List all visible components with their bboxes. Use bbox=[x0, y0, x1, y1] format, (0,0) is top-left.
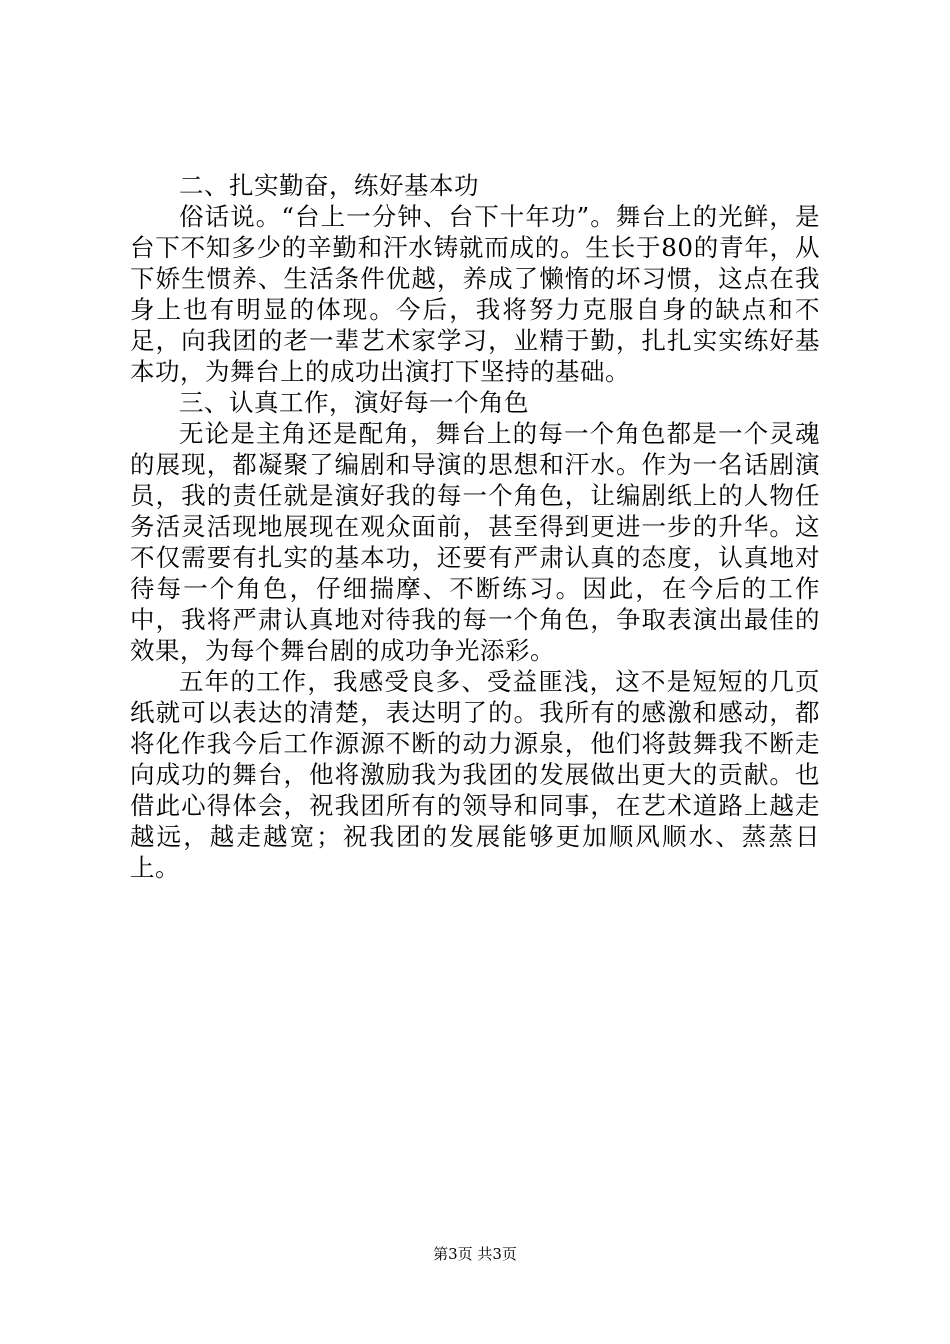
page-number: 第3页 共3页 bbox=[433, 1245, 517, 1263]
section-heading-2: 二、扎实勤奋，练好基本功 bbox=[179, 171, 479, 200]
document-body bbox=[130, 170, 820, 883]
section-heading-3: 三、认真工作，演好每一个角色 bbox=[179, 388, 529, 417]
page-footer bbox=[0, 1244, 950, 1264]
paragraph-conclusion: 五年的工作，我感受良多、受益匪浅，这不是短短的几页纸就可以表达的清楚，表达明了的。我所有的感激和感动，都将化作我今后工作源源不断的动力源泉，他们将鼓舞我不断走向成功的舞台，他将激励我为我团的发展做出更大的贡献。也借此心得体会，祝我团所有的领导和同事，在艺术道路上越走越远，越走越宽；祝我团的发展能够更加顺风顺水、蒸蒸日上。 bbox=[130, 667, 820, 882]
paragraph-every-role: 无论是主角还是配角，舞台上的每一个角色都是一个灵魂的展现，都凝聚了编剧和导演的思想和汗水。作为一名话剧演员，我的责任就是演好我的每一个角色，让编剧纸上的人物任务活灵活现地展现在观众面前，甚至得到更进一步的升华。这不仅需要有扎实的基本功，还要有严肃认真的态度，认真地对待每一个角色，仔细揣摩、不断练习。因此，在今后的工作中，我将严肃认真地对待我的每一个角色，争取表演出最佳的效果，为每个舞台剧的成功争光添彩。 bbox=[130, 419, 820, 665]
paragraph-basic-skills: 俗话说。“台上一分钟、台下十年功”。舞台上的光鲜，是台下不知多少的辛勤和汗水铸就而成的。生长于80的青年，从下娇生惯养、生活条件优越，养成了懒惰的坏习惯，这点在我身上也有明显的体现。今后，我将努力克服自身的缺点和不足，向我团的老一辈艺术家学习，业精于勤，扎扎实实练好基本功，为舞台上的成功出演打下坚持的基础。 bbox=[130, 202, 820, 386]
